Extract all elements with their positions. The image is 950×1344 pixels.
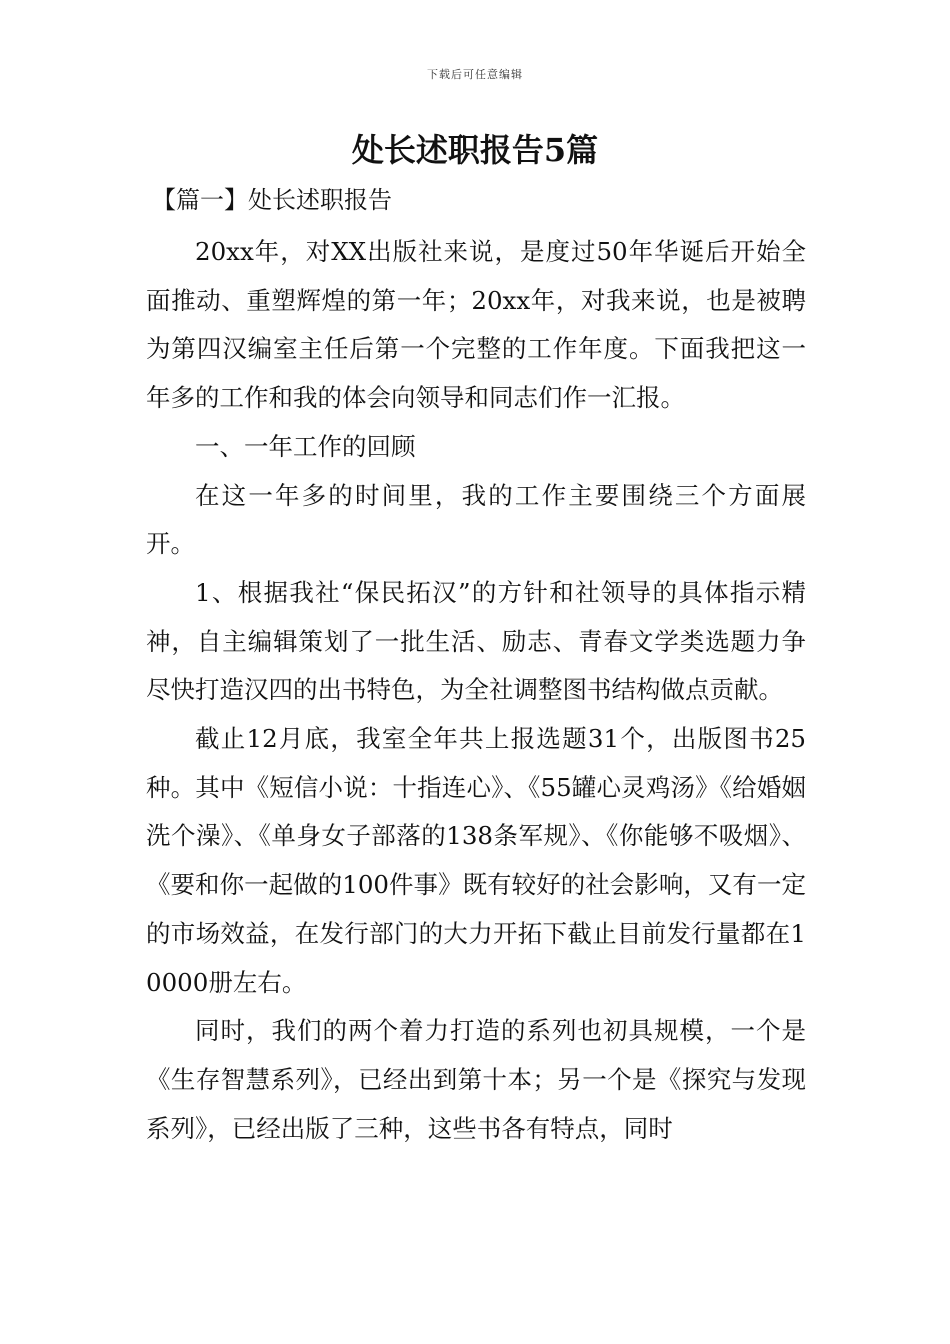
- section-heading: 【篇一】处长述职报告: [152, 186, 392, 214]
- paragraph-overview: 在这一年多的时间里，我的工作主要围绕三个方面展开。: [146, 480, 806, 559]
- paragraph-statistics: 截止12月底，我室全年共上报选题31个，出版图书25种。其中《短信小说：十指连心》、《55罐心灵鸡汤》《给婚姻洗个澡》、《单身女子部落的138条军规》、《你能够不吸烟》、《要和你一起做的100件事》既有较好的社会影响，又有一定的市场效益，在发行部门的大力开拓下截止目前发行量都在10000册左右。: [146, 724, 806, 997]
- paragraph-series: 同时，我们的两个着力打造的系列也初具规模，一个是《生存智慧系列》，已经出到第十本；另一个是《探究与发现系列》，已经出版了三种，这些书各有特点，同时: [146, 1016, 806, 1143]
- page-header-note: 下载后可任意编辑: [427, 68, 523, 81]
- subheading-review: 一、一年工作的回顾: [195, 431, 416, 461]
- paragraph-point-1: 1、根据我社“保民拓汉”的方针和社领导的具体指示精神，自主编辑策划了一批生活、励志、青春文学类选题力争尽快打造汉四的出书特色，为全社调整图书结构做点贡献。: [146, 577, 806, 705]
- paragraph-intro: 20xx年，对XX出版社来说，是度过50年华诞后开始全面推动、重塑辉煌的第一年；20xx年，对我来说，也是被聘为第四汉编室主任后第一个完整的工作年度。下面我把这一年多的工作和我的体会向领导和同志们作一汇报。: [146, 237, 806, 413]
- document-title: 处长述职报告5篇: [351, 131, 599, 169]
- document-body: [146, 228, 806, 1153]
